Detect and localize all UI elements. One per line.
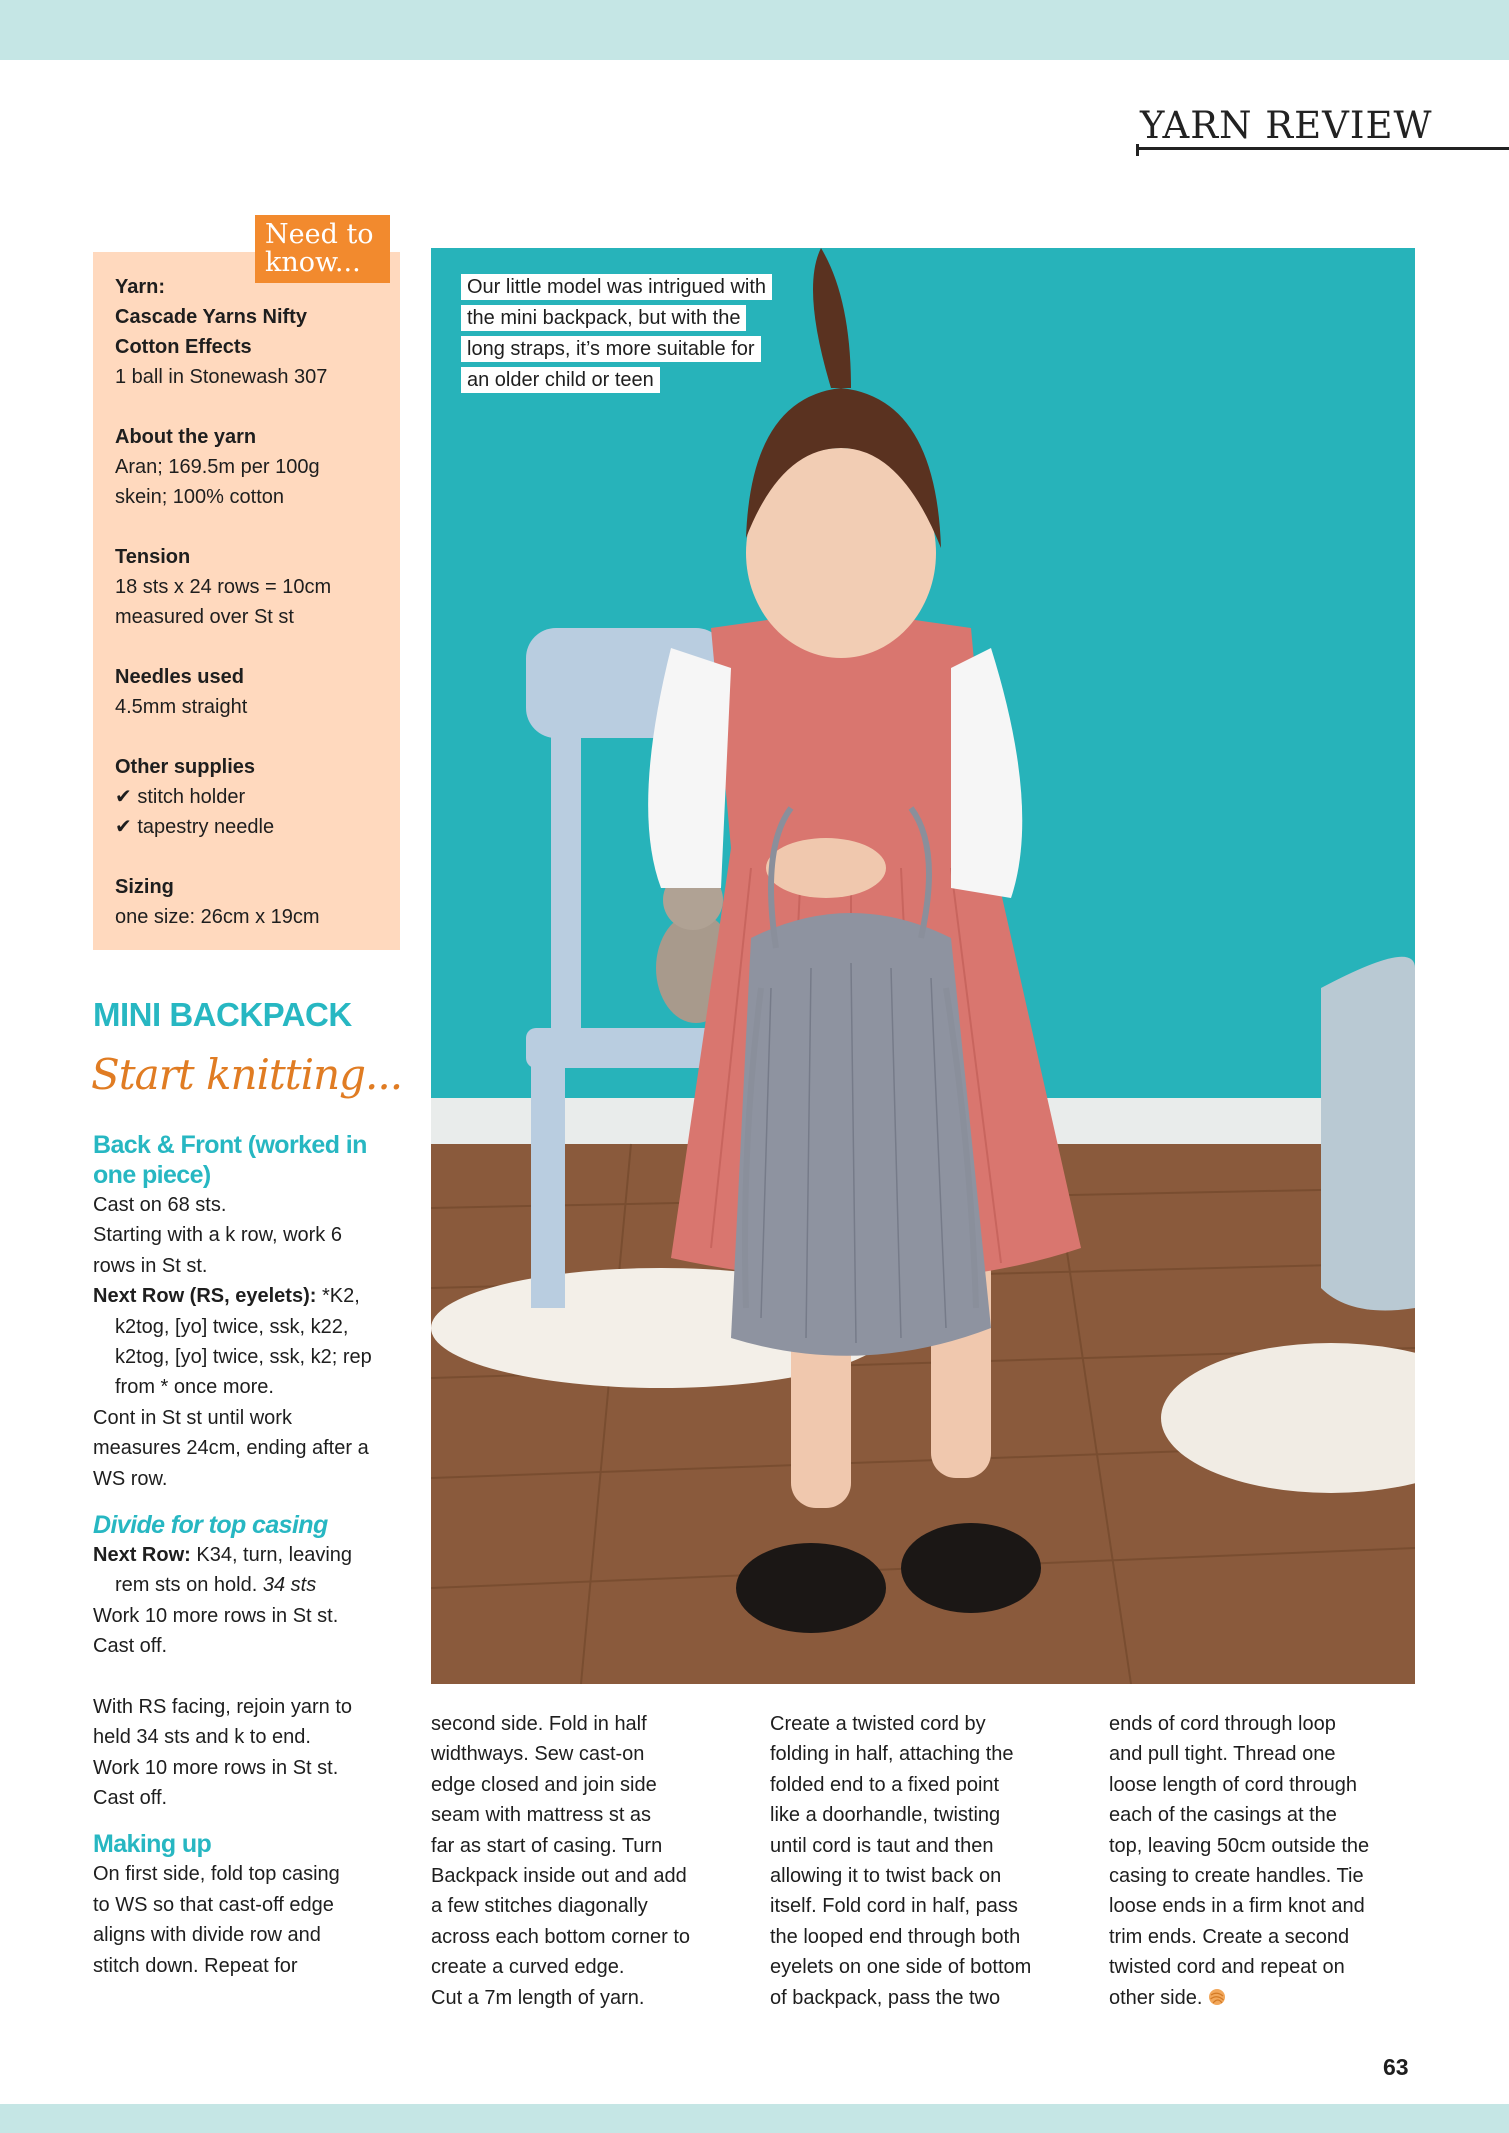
subheading-divide: Divide for top casing — [93, 1511, 328, 1540]
text-line: widthways. Sew cast-on — [431, 1743, 645, 1766]
text-line: Cast on 68 sts. — [93, 1194, 227, 1216]
text-line: Create a twisted cord by — [770, 1713, 986, 1735]
info-head: Yarn: — [115, 276, 166, 298]
text-line: like a doorhandle, twisting — [770, 1804, 1001, 1827]
next-row-line — [93, 1540, 413, 1570]
text-line: loose ends in a firm knot and — [1109, 1895, 1365, 1918]
text-line: measures 24cm, ending after a — [93, 1437, 369, 1460]
text-line: held 34 sts and k to end. — [93, 1726, 311, 1749]
text-line — [93, 1570, 413, 1600]
caption-line: the mini backpack, but with the — [461, 305, 746, 331]
text-line: aligns with divide row and — [93, 1924, 321, 1947]
yarn-ball-end-icon — [1208, 1988, 1226, 2006]
text-line: k2tog, [yo] twice, ssk, k2; rep — [115, 1346, 372, 1369]
subheading-back-front: one piece) — [93, 1161, 211, 1189]
text-line: each of the casings at the — [1109, 1804, 1337, 1827]
text-line: Cut a 7m length of yarn. — [431, 1986, 645, 2009]
text-span: other side. — [1109, 1986, 1203, 2009]
text-line: itself. Fold cord in half, pass — [770, 1895, 1018, 1918]
text-span: K34, turn, leaving — [190, 1544, 353, 1567]
info-head: Sizing — [115, 876, 174, 898]
text-line: trim ends. Create a second — [1109, 1925, 1350, 1948]
text-line: k2tog, [yo] twice, ssk, k22, — [115, 1315, 349, 1338]
text-line: Cont in St st until work — [93, 1406, 292, 1429]
info-head: About the yarn — [115, 426, 257, 448]
section-rule-tick — [1136, 144, 1139, 156]
text-line: rows in St st. — [93, 1254, 208, 1277]
text-line: casing to create handles. Tie — [1109, 1865, 1364, 1888]
need-tag-line: know... — [265, 247, 361, 278]
info-head: Tension — [115, 546, 191, 568]
text-line: of backpack, pass the two — [770, 1986, 1001, 2009]
info-about-yarn — [115, 422, 378, 512]
caption-line: an older child or teen — [461, 367, 660, 393]
text-line: Cast off. — [93, 1786, 168, 1809]
info-line: Aran; 169.5m per 100g — [115, 456, 320, 478]
text-line: stitch down. Repeat for — [93, 1954, 298, 1977]
info-line: ✔ stitch holder — [115, 786, 246, 808]
text-line: Cast off. — [93, 1635, 168, 1658]
instructions-column-4 — [1109, 1709, 1429, 2013]
text-line: seam with mattress st as — [431, 1804, 652, 1827]
text-span: *K2, — [316, 1285, 360, 1308]
instructions-column-2 — [431, 1709, 751, 2013]
instructions-column-3 — [770, 1709, 1090, 2013]
subheading-making-up: Making up — [93, 1830, 212, 1859]
section-rule — [1136, 147, 1509, 150]
info-needles — [115, 662, 378, 722]
need-to-know-tag — [255, 215, 390, 283]
text-line: allowing it to twist back on — [770, 1865, 1002, 1888]
text-line: loose length of cord through — [1109, 1773, 1357, 1796]
info-line: 18 sts x 24 rows = 10cm — [115, 576, 332, 598]
knitted-backpack — [731, 913, 991, 1356]
next-row-label: Next Row (RS, eyelets): — [93, 1285, 317, 1308]
caption-line: long straps, it’s more suitable for — [461, 336, 761, 362]
instructions-column-1 — [93, 1130, 413, 1981]
text-line — [1109, 1983, 1429, 2013]
need-to-know-box — [93, 252, 400, 950]
text-line: and pull tight. Thread one — [1109, 1743, 1336, 1766]
info-tension — [115, 542, 378, 632]
text-line: With RS facing, rejoin yarn to — [93, 1695, 352, 1718]
info-line: one size: 26cm x 19cm — [115, 906, 320, 928]
info-line: 4.5mm straight — [115, 696, 248, 718]
info-yarn — [115, 272, 378, 392]
info-head: Needles used — [115, 666, 244, 688]
caption-line: Our little model was intrigued with — [461, 274, 772, 300]
text-line: ends of cord through loop — [1109, 1713, 1336, 1735]
model-photo — [431, 248, 1415, 1684]
next-row-line — [93, 1281, 413, 1311]
text-line: Work 10 more rows in St st. — [93, 1756, 339, 1779]
info-head: Other supplies — [115, 756, 256, 778]
text-line: to WS so that cast-off edge — [93, 1893, 334, 1916]
info-line: 1 ball in Stonewash 307 — [115, 366, 328, 388]
pouf — [1321, 957, 1415, 1311]
text-span: rem sts on hold. — [115, 1574, 263, 1597]
need-tag-line: Need to — [265, 219, 374, 250]
text-line: On first side, fold top casing — [93, 1863, 340, 1886]
start-knitting-heading: Start knitting... — [91, 1050, 403, 1099]
info-head: Cotton Effects — [115, 336, 252, 358]
photo-illustration — [431, 248, 1415, 1684]
text-line: until cord is taut and then — [770, 1834, 994, 1857]
text-line: folding in half, attaching the — [770, 1743, 1014, 1766]
stitch-count: 34 sts — [262, 1574, 317, 1597]
text-line: eyelets on one side of bottom — [770, 1956, 1032, 1979]
text-line: top, leaving 50cm outside the — [1109, 1834, 1370, 1857]
info-line: measured over St st — [115, 606, 294, 628]
pattern-title: MINI BACKPACK — [93, 996, 352, 1033]
text-line: twisted cord and repeat on — [1109, 1956, 1345, 1979]
text-line: across each bottom corner to — [431, 1925, 691, 1948]
subheading-back-front: Back & Front (worked in — [93, 1131, 367, 1159]
shoe-right — [901, 1523, 1041, 1613]
text-line: Backpack inside out and add — [431, 1865, 687, 1888]
info-line: skein; 100% cotton — [115, 486, 284, 508]
page-number: 63 — [1383, 2054, 1409, 2080]
photo-caption — [461, 272, 821, 396]
info-line: ✔ tapestry needle — [115, 816, 275, 838]
info-supplies — [115, 752, 378, 842]
text-line: WS row. — [93, 1467, 168, 1490]
text-line: the looped end through both — [770, 1925, 1021, 1948]
text-line: create a curved edge. — [431, 1956, 625, 1979]
section-title: YARN REVIEW — [1140, 104, 1433, 147]
info-sizing — [115, 872, 378, 932]
bottom-band — [0, 2104, 1509, 2133]
text-line: folded end to a fixed point — [770, 1773, 1000, 1796]
next-row-label: Next Row: — [93, 1544, 191, 1567]
top-band — [0, 0, 1509, 60]
shoe-left — [736, 1543, 886, 1633]
text-line: second side. Fold in half — [431, 1713, 647, 1735]
text-line: Work 10 more rows in St st. — [93, 1604, 339, 1627]
text-line: Starting with a k row, work 6 — [93, 1224, 342, 1247]
text-line: edge closed and join side — [431, 1773, 657, 1796]
text-line: a few stitches diagonally — [431, 1895, 648, 1918]
text-line: from * once more. — [115, 1376, 274, 1399]
text-line: far as start of casing. Turn — [431, 1834, 663, 1857]
info-head: Cascade Yarns Nifty — [115, 306, 307, 328]
